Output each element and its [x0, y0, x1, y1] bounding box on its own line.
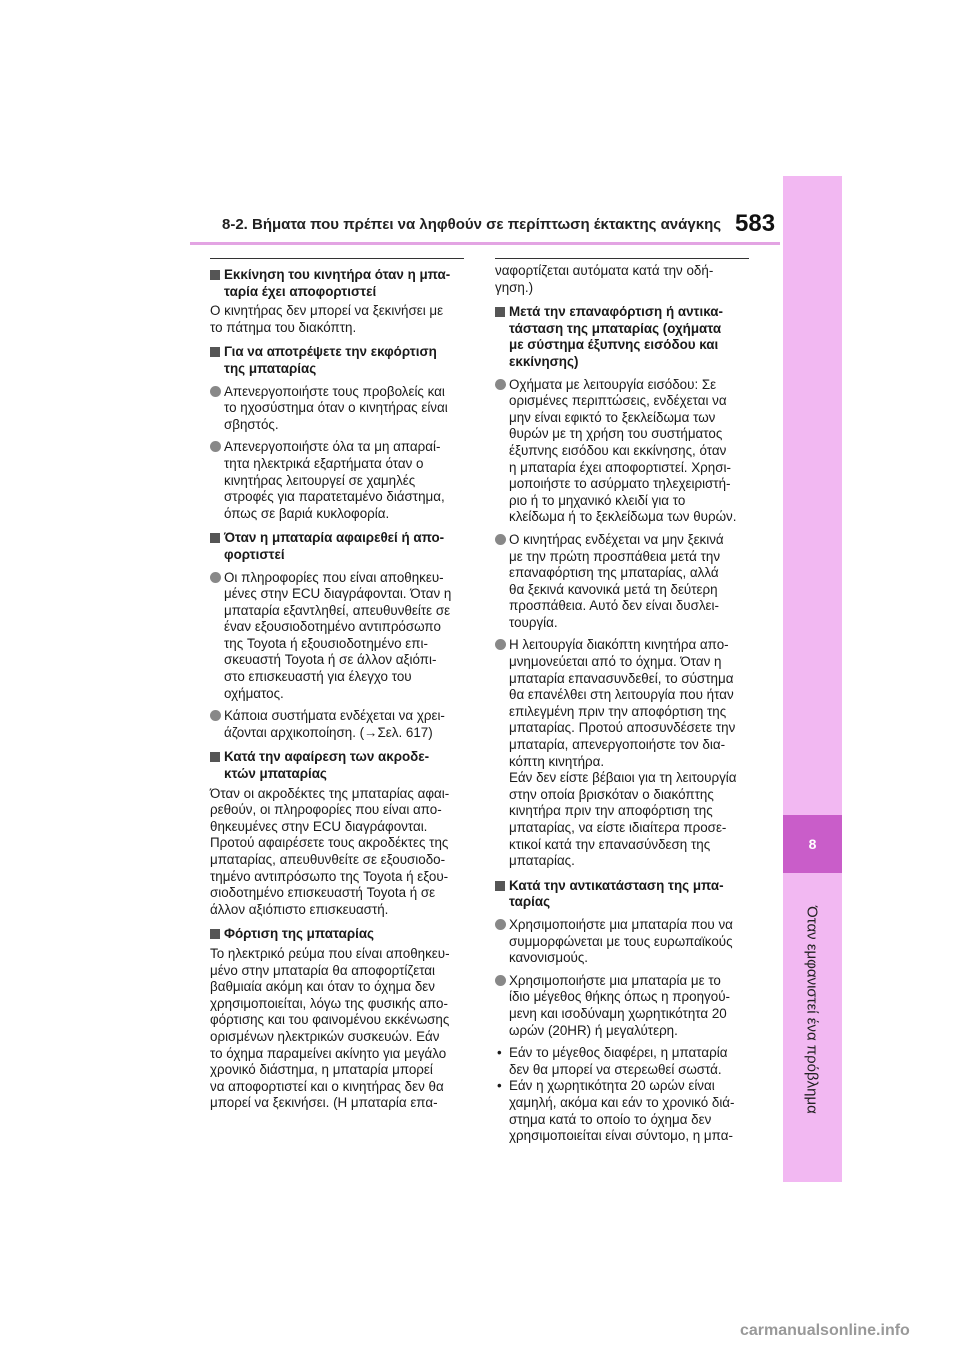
chapter-title: Όταν εμφανιστεί ένα πρόβλημα: [803, 906, 821, 1114]
bullet-item: Η λειτουργία διακόπτη κινητήρα απο- μνημονεύεται από το όχημα. Όταν η μπαταρία επανασυνδεθεί, το σύστημα θα επανέλθει στη λειτουργία που ήταν επιλεγμένη πριν την αποφόρτιση της μπαταρίας. Προτού αποσυνδέσετε την μπαταρία, απενεργοποιήστε τον δια- κόπτη κινητήρα. Εάν δεν είστε βέβαιοι για τη λειτουργία στην οποία βρισκόταν ο διακόπτης κινητήρα πριν την αποφόρτιση της μπαταρίας, να είστε ιδιαίτερα προσε- κτικοί κατά την επανασύνδεση της μπαταρίας.: [495, 637, 749, 869]
heading-battery-replacement: Κατά την αντικατάσταση της μπα- ταρίας: [495, 878, 749, 911]
header-divider: [190, 242, 780, 245]
chapter-number-badge: 8: [783, 815, 842, 873]
bullet-item: Οχήματα με λειτουργία εισόδου: Σε ορισμένες περιπτώσεις, ενδέχεται να μην είναι εφικτό το ξεκλείδωμα των θυρών με τη χρήση του συστήματος έξυπνης εισόδου και εκκίνησης, όταν η μπαταρία έχει αποφορτιστεί. Χρησι- μοποιήστε το ασύρματο τηλεχειριστή- ριο ή το μηχανικό κλειδί για το κλείδωμα ή το ξεκλείδωμα των θυρών.: [495, 377, 749, 526]
bullet-item: Κάποια συστήματα ενδέχεται να χρει- άζονται αρχικοποίηση. (→Σελ. 617): [210, 708, 464, 741]
paragraph: Όταν οι ακροδέκτες της μπαταρίας αφαι- ρεθούν, οι πληροφορίες που είναι απο- θηκευμένες στην ECU διαγράφονται. Προτού αφαιρέσετε τους ακροδέκτες της μπαταρίας, απευθυνθείτε σε εξουσιοδο- τημένο αντιπρόσωπο της Toyota ή εξου- σιοδοτημένο επισκευαστή Toyota ή σε άλλον αξιόπιστο επισκευαστή.: [210, 785, 450, 917]
watermark-logo: carmanualsonline.info: [740, 1322, 910, 1339]
bullet-item: Οι πληροφορίες που είναι αποθηκευ- μένες στην ECU διαγράφονται. Όταν η μπαταρία εξαντληθεί, απευθυνθείτε σε έναν εξουσιοδοτημένο αντιπρόσωπο της Toyota ή εξουσιοδοτημένο επι- σκευαστή Toyota ή σε άλλον αξιόπι- στο επισκευαστή για έλεγχο του οχήματος.: [210, 570, 464, 703]
dot-item: • Εάν η χωρητικότητα 20 ωρών είναι χαμηλή, ακόμα και εάν το χρονικό διά- στημα κατά το οποίο το όχημα δεν χρησιμοποιείται είναι σύντομο, η μπα-: [495, 1078, 749, 1144]
bullet-item: Απενεργοποιήστε όλα τα μη απαραί- τητα ηλεκτρικά εξαρτήματα όταν ο κινητήρας λειτουργεί σε χαμηλές στροφές για παρατεταμένο διάστημα, όπως σε βαριά κυκλοφορία.: [210, 439, 464, 522]
heading-battery-charging: Φόρτιση της μπαταρίας: [210, 926, 464, 943]
heading-removing-terminals: Κατά την αφαίρεση των ακροδε- κτών μπαταρίας: [210, 749, 464, 782]
heading-prevent-discharge: Για να αποτρέψετε την εκφόρτιση της μπαταρίας: [210, 344, 464, 377]
paragraph: Το ηλεκτρικό ρεύμα που είναι αποθηκευ- μένο στην μπαταρία θα αποφορτίζεται βαθμιαία ακόμη και όταν το όχημα δεν χρησιμοποιείται, λόγω της φυσικής απο- φόρτισης και του φαινομένου εκκένωσης ορισμένων ηλεκτρικών συσκευών. Εάν το όχημα παραμείνει ακίνητο για μεγάλο χρονικό διάστημα, η μπαταρία μπορεί να αποφορτιστεί και ο κινητήρας δεν θα μπορεί να ξεκινήσει. (Η μπαταρία επα-: [210, 945, 450, 1111]
bullet-item: Χρησιμοποιήστε μια μπαταρία με το ίδιο μέγεθος θήκης όπως η προηγού- μενη και ισοδύναμη χωρητικότητα 20 ωρών (20HR) ή μεγαλύτερη.: [495, 973, 749, 1039]
right-column: [495, 258, 749, 1145]
bullet-item: Ο κινητήρας ενδέχεται να μην ξεκινά με την πρώτη προσπάθεια μετά την επαναφόρτιση της μπαταρίας, αλλά θα ξεκινά κανονικά μετά τη δεύτερη προσπάθεια. Αυτό δεν είναι δυσλει- τουργία.: [495, 532, 749, 632]
heading-battery-removed: Όταν η μπαταρία αφαιρεθεί ή απο- φορτιστεί: [210, 530, 464, 563]
bullet-item: Απενεργοποιήστε τους προβολείς και το ηχοσύστημα όταν ο κινητήρας είναι σβηστός.: [210, 384, 464, 434]
column-divider: [210, 258, 464, 259]
column-divider: [495, 258, 749, 259]
heading-engine-start-discharged: Εκκίνηση του κινητήρα όταν η μπα- ταρία έχει αποφορτιστεί: [210, 267, 464, 300]
bullet-item: Χρησιμοποιήστε μια μπαταρία που να συμμορφώνεται με τους ευρωπαϊκούς κανονισμούς.: [495, 917, 749, 967]
heading-after-recharge: Μετά την επαναφόρτιση ή αντικα- τάσταση της μπαταρίας (οχήματα με σύστημα έξυπνης εισόδου και εκκίνησης): [495, 304, 749, 370]
paragraph: Ο κινητήρας δεν μπορεί να ξεκινήσει με το πάτημα του διακόπτη.: [210, 303, 444, 335]
left-column: [210, 258, 464, 1116]
page-number: 583: [735, 210, 776, 237]
section-title: 8-2. Βήματα που πρέπει να ληφθούν σε περίπτωση έκτακτης ανάγκης: [222, 216, 722, 233]
paragraph: ναφορτίζεται αυτόματα κατά την οδή- γηση.): [495, 263, 714, 295]
dot-item: • Εάν το μέγεθος διαφέρει, η μπαταρία δεν θα μπορεί να στερεωθεί σωστά.: [495, 1045, 749, 1078]
